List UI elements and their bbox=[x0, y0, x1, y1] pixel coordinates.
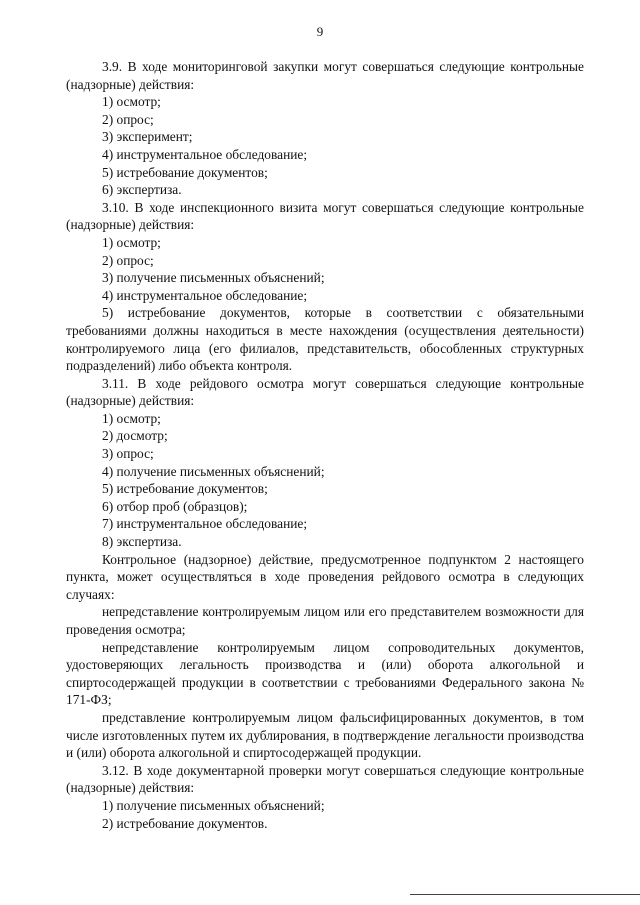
paragraph: 3.10. В ходе инспекционного визита могут совершаться следующие контрольные (надзорные) действия: bbox=[66, 199, 584, 233]
paragraph: 3.9. В ходе мониторинговой закупки могут совершаться следующие контрольные (надзорные) действия: bbox=[66, 59, 584, 92]
list-item: 6) экспертиза. bbox=[102, 182, 182, 198]
list-item: 8) экспертиза. bbox=[102, 534, 182, 550]
list-item: 1) осмотр; bbox=[102, 94, 161, 110]
list-item: 4) инструментальное обследование; bbox=[102, 146, 308, 162]
paragraph: непредставление контролируемым лицом сопроводительных документов, удостоверяющих легальность производства и (или) оборота алкогольной и спиртосодержащей продукции в соответствии с требованиями Федерального закона № 171-ФЗ; bbox=[66, 639, 584, 708]
list-item: 1) получение письменных объяснений; bbox=[102, 797, 325, 813]
list-item: 2) опрос; bbox=[102, 111, 154, 127]
paragraph: представление контролируемым лицом фальсифицированных документов, в том числе изготовленных путем их дублирования, в подтверждение легальности производства и (или) оборота алкогольной и спиртосодержащей продукции. bbox=[66, 709, 584, 761]
paragraph: 3.12. В ходе документарной проверки могут совершаться следующие контрольные (надзорные) действия: bbox=[66, 762, 584, 796]
paragraph: непредставление контролируемым лицом или его представителем возможности для проведения осмотра; bbox=[66, 604, 584, 637]
list-item: 1) осмотр; bbox=[102, 234, 161, 250]
document-body bbox=[66, 58, 584, 832]
list-item: 2) истребование документов. bbox=[102, 815, 268, 831]
page-number: 9 bbox=[316, 24, 324, 39]
list-item: 5) истребование документов; bbox=[102, 481, 268, 497]
list-item: 7) инструментальное обследование; bbox=[102, 516, 308, 532]
list-item: 2) опрос; bbox=[102, 252, 154, 268]
paragraph: Контрольное (надзорное) действие, предусмотренное подпунктом 2 настоящего пункта, может осуществляться в ходе проведения рейдового осмотра в следующих случаях: bbox=[66, 551, 584, 602]
list-item: 3) опрос; bbox=[102, 446, 154, 462]
list-item: 2) досмотр; bbox=[102, 428, 168, 444]
list-item: 5) истребование документов; bbox=[102, 164, 268, 180]
paragraph: 5) истребование документов, которые в соответствии с обязательными требованиями должны находиться в месте нахождения (осуществления деятельности) контролируемого лица (его филиалов, представительств, обособленных структурных подразделений) либо объекта контроля. bbox=[66, 305, 584, 374]
list-item: 1) осмотр; bbox=[102, 410, 161, 426]
list-item: 3) получение письменных объяснений; bbox=[102, 270, 325, 286]
list-item: 3) эксперимент; bbox=[102, 129, 193, 145]
scan-edge-line bbox=[410, 894, 640, 895]
list-item: 6) отбор проб (образцов); bbox=[102, 498, 248, 514]
list-item: 4) получение письменных объяснений; bbox=[102, 463, 325, 479]
list-item: 4) инструментальное обследование; bbox=[102, 287, 308, 303]
paragraph: 3.11. В ходе рейдового осмотра могут совершаться следующие контрольные (надзорные) действия: bbox=[66, 375, 584, 409]
